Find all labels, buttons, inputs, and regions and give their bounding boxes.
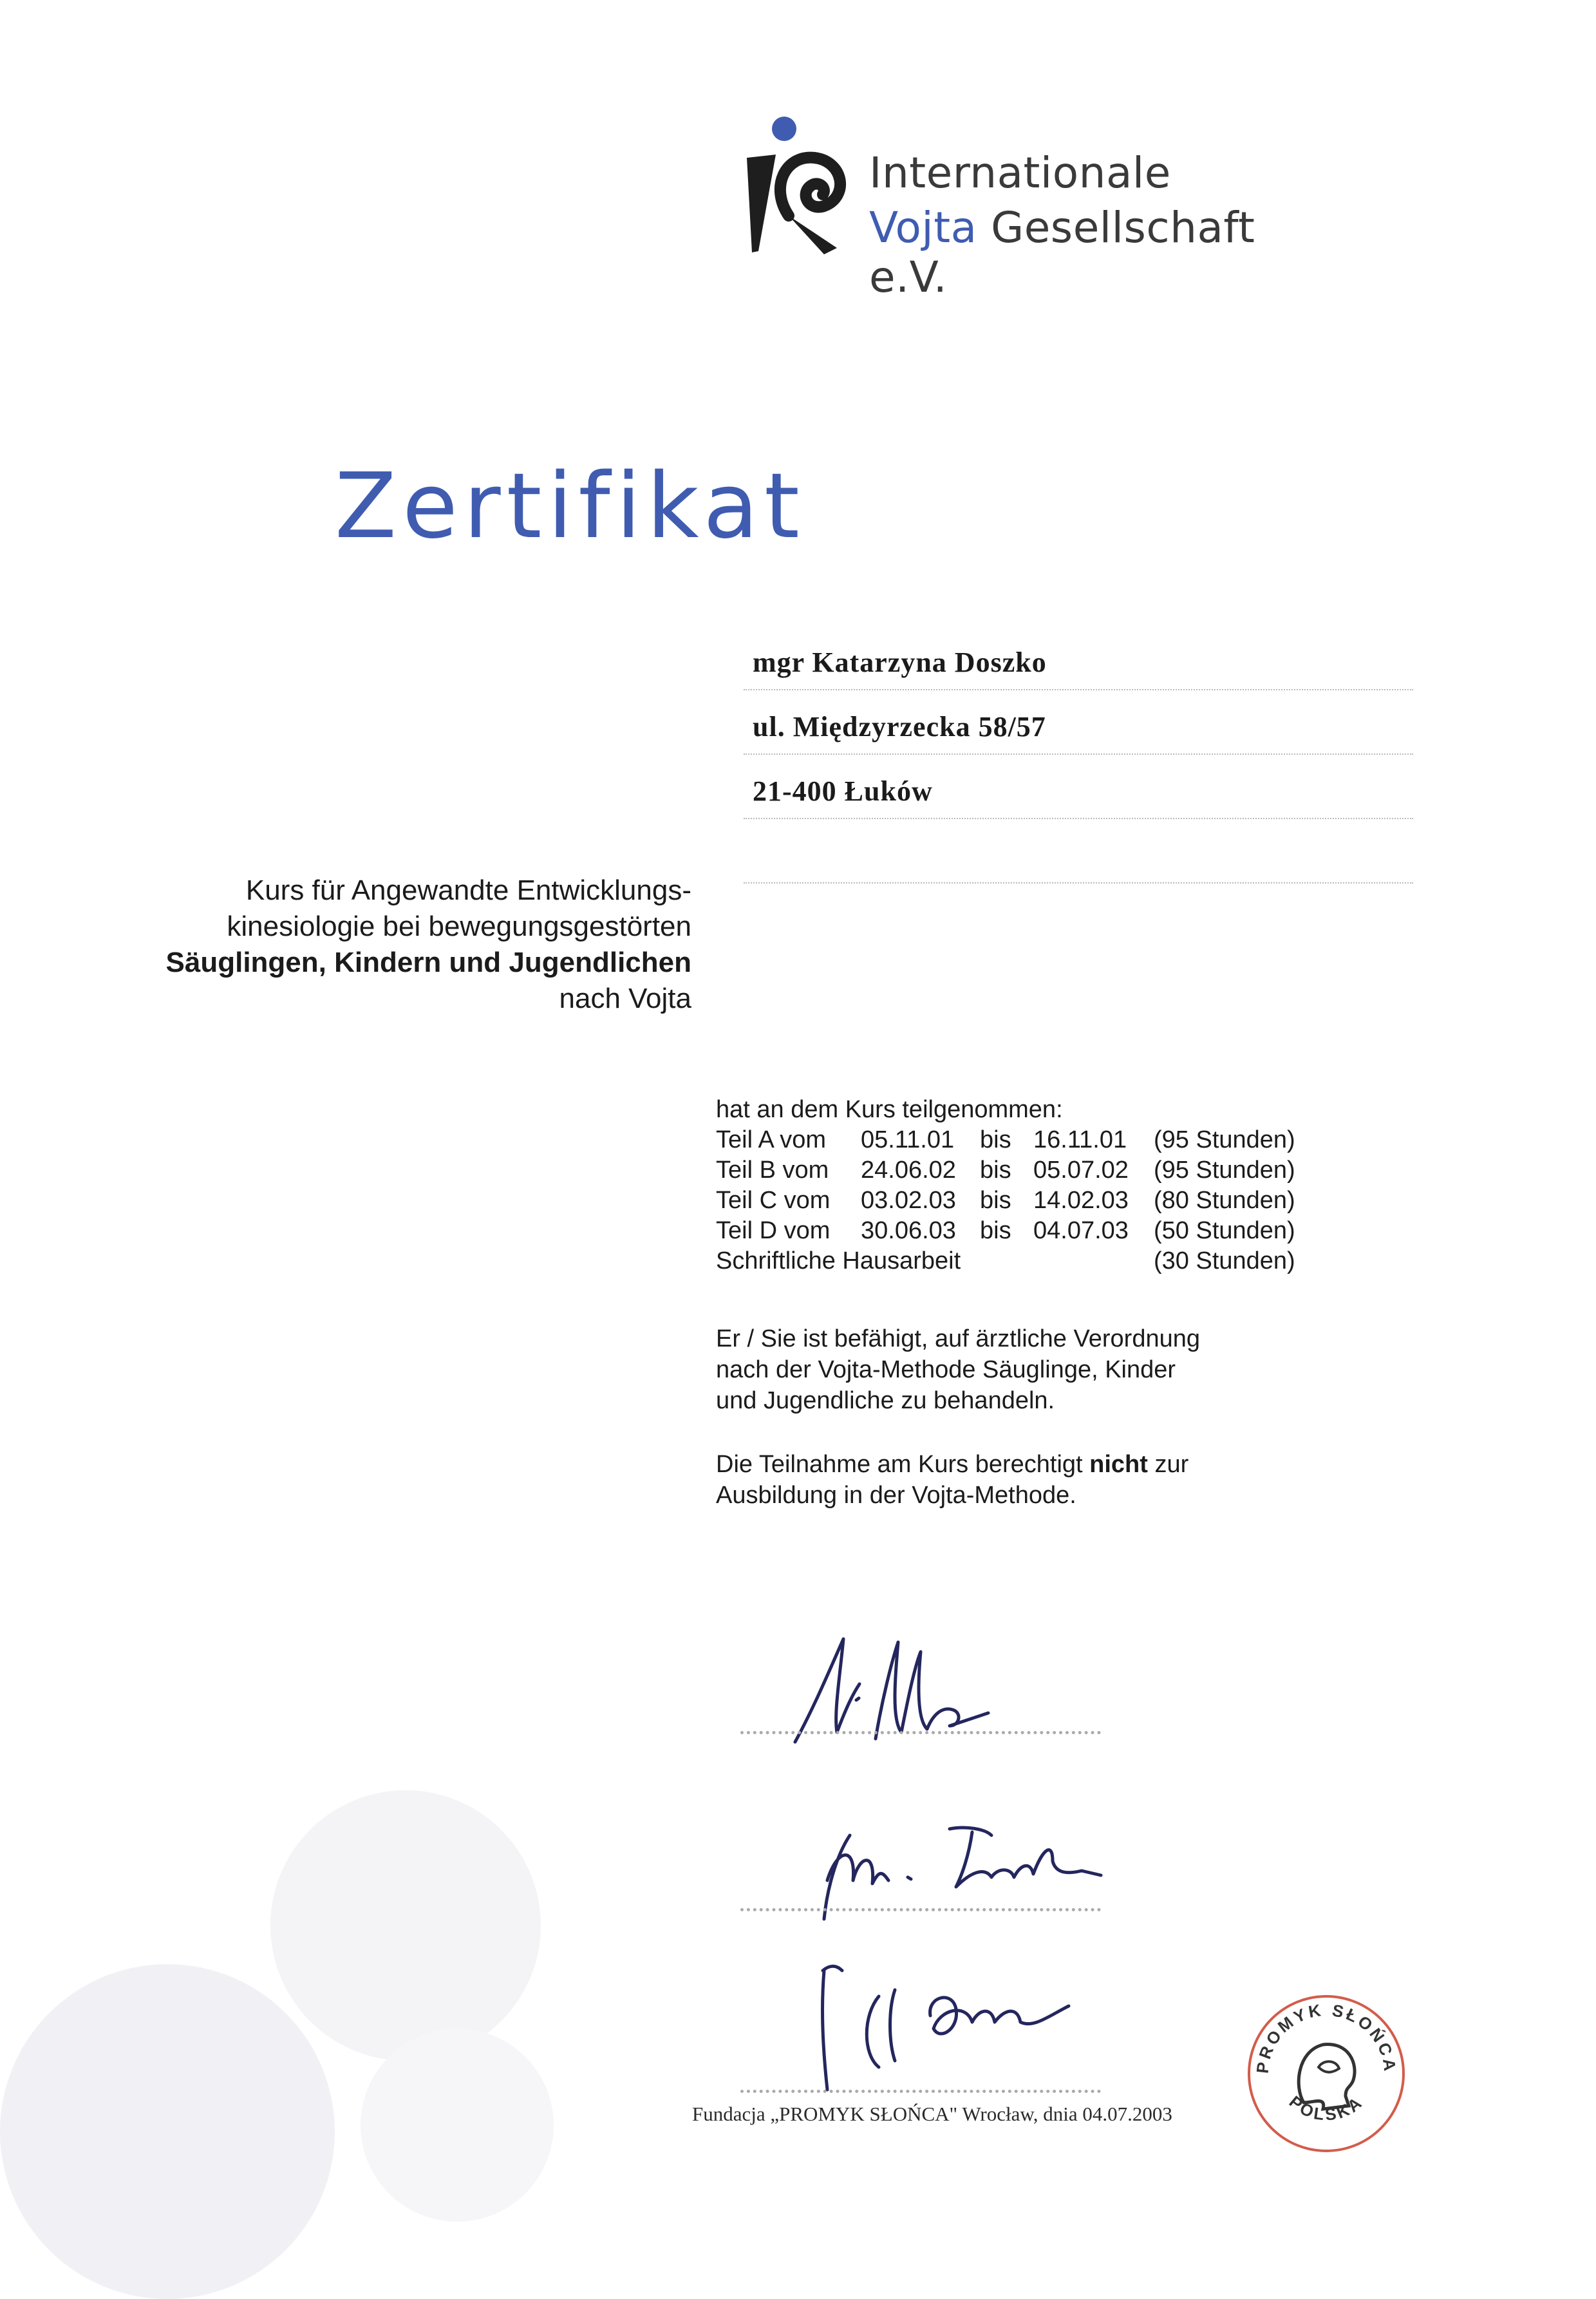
vojta-logo-icon [740, 109, 863, 270]
qualification-text [716, 1323, 1360, 1416]
logo-line-2 [869, 203, 1320, 302]
hours: (95 Stunden) [1154, 1157, 1295, 1184]
disclaimer-line-1 [716, 1449, 1360, 1480]
date-to: 14.02.03 [1033, 1187, 1129, 1214]
stamp-top-text: PROMYK SŁOŃCA [1252, 2000, 1400, 2075]
logo-vojta: Vojta [869, 203, 977, 252]
date-from: 24.06.02 [861, 1157, 956, 1184]
part-label: Teil B vom [716, 1157, 829, 1184]
signature-line-1 [740, 1731, 1101, 1734]
signature-line-3 [740, 2090, 1101, 2093]
hours: (95 Stunden) [1154, 1126, 1295, 1153]
recipient-street-line [744, 692, 1413, 755]
logo-line-1: Internationale [869, 148, 1171, 198]
recipient-extra-line [744, 821, 1413, 884]
recipient-city: 21-400 Łuków [753, 775, 933, 807]
qualification-line-3: und Jugendliche zu behandeln. [716, 1387, 1055, 1414]
part-label: Teil A vom [716, 1126, 827, 1153]
course-line-1: Kurs für Angewandte Entwicklungs- [245, 875, 691, 906]
course-line-2: kinesiologie bei bewegungsgestörten [227, 911, 691, 942]
hours: (50 Stunden) [1154, 1217, 1295, 1244]
disclaimer-line-2: Ausbildung in der Vojta-Methode. [716, 1482, 1076, 1509]
table-row [716, 1155, 1295, 1186]
qualification-line-1: Er / Sie ist befähigt, auf ärztliche Verordnung [716, 1325, 1200, 1352]
qualification-line-2: nach der Vojta-Methode Säuglinge, Kinder [716, 1356, 1176, 1383]
stamp-bottom-text: POLSKA [1285, 2092, 1367, 2124]
date-from: 03.02.03 [861, 1187, 956, 1214]
bis-label: bis [980, 1217, 1011, 1244]
homework-label: Schriftliche Hausarbeit [716, 1247, 961, 1274]
watermark-shape [270, 1790, 541, 2061]
footer-text: Fundacja „PROMYK SŁOŃCA" Wrocław, dnia 04.07.2003 [692, 2103, 1172, 2125]
recipient-name: mgr Katarzyna Doszko [753, 647, 1047, 678]
date-to: 04.07.03 [1033, 1217, 1129, 1244]
date-to: 05.07.02 [1033, 1157, 1129, 1184]
table-row [716, 1216, 1295, 1246]
recipient-name-line [744, 628, 1413, 690]
watermark-shape [361, 2029, 554, 2222]
table-row [716, 1186, 1295, 1216]
participation-intro: hat an dem Kurs teilgenommen: [716, 1096, 1063, 1123]
part-label: Teil D vom [716, 1217, 831, 1244]
part-label: Teil C vom [716, 1187, 831, 1214]
date-to: 16.11.01 [1033, 1126, 1127, 1153]
course-description [112, 873, 691, 1017]
bis-label: bis [980, 1157, 1011, 1184]
bis-label: bis [980, 1126, 1011, 1153]
participation-block [716, 1095, 1295, 1276]
table-row [716, 1125, 1295, 1155]
logo [740, 109, 1320, 302]
signature-line-2 [740, 1908, 1101, 1911]
disclaimer-part-2: zur [1147, 1451, 1189, 1478]
recipient-city-line [744, 757, 1413, 819]
course-line-3: Säuglingen, Kindern und Jugendlichen [165, 947, 691, 978]
hours: (80 Stunden) [1154, 1187, 1295, 1214]
disclaimer-text [716, 1449, 1360, 1511]
homework-hours: (30 Stunden) [1154, 1247, 1295, 1274]
date-from: 30.06.03 [861, 1217, 956, 1244]
logo-gesellschaft: Gesellschaft e.V. [869, 203, 1255, 302]
bis-label: bis [980, 1187, 1011, 1214]
promyk-slonca-stamp-icon [1243, 1990, 1410, 2157]
signature-3 [798, 1945, 1159, 2093]
table-row [716, 1246, 1295, 1276]
date-from: 05.11.01 [861, 1126, 955, 1153]
watermark-shape [0, 1964, 335, 2299]
page-title: Zertifikat [335, 454, 805, 559]
recipient-street: ul. Międzyrzecka 58/57 [753, 711, 1046, 743]
course-line-4: nach Vojta [559, 983, 691, 1014]
disclaimer-bold: nicht [1089, 1451, 1148, 1478]
disclaimer-part-1: Die Teilnahme am Kurs berechtigt [716, 1451, 1090, 1478]
